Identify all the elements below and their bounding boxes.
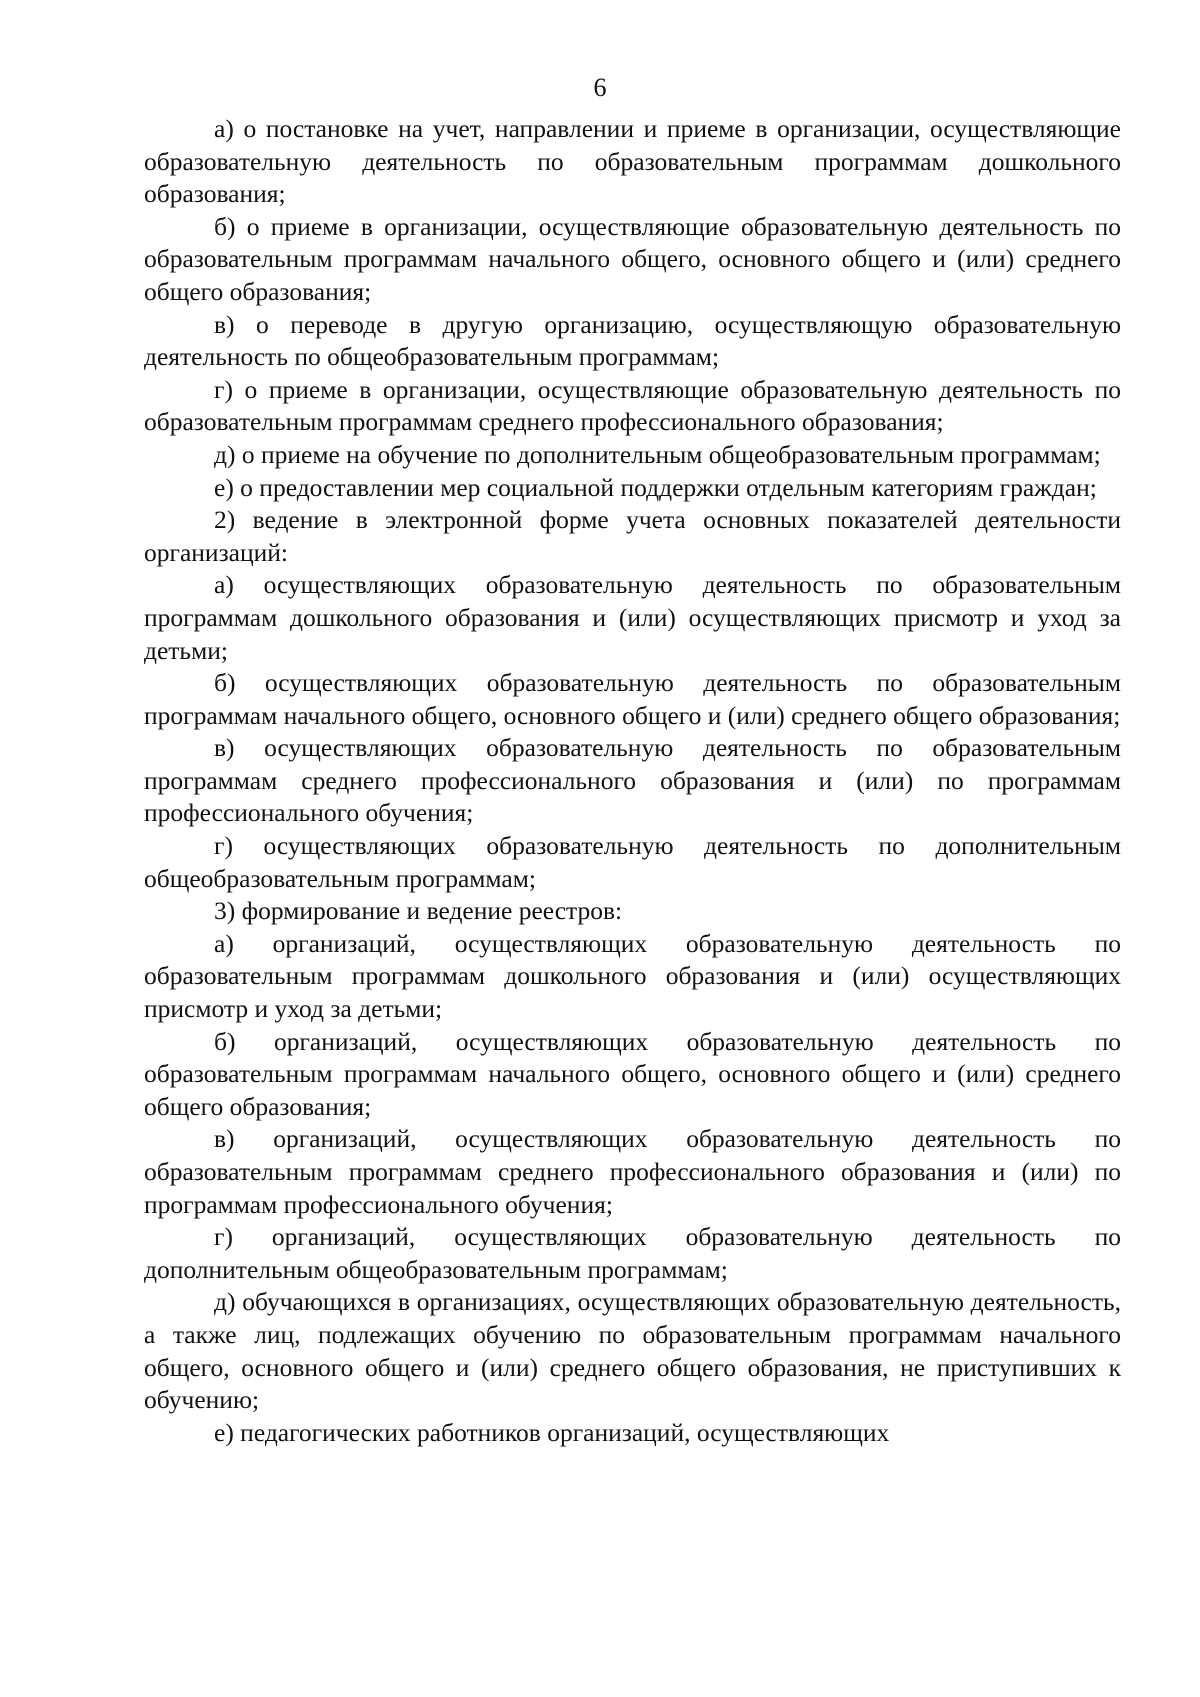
paragraph-item-2g: г) о приеме в организации, осуществляющие образовательную деятельность по образовательным программам среднего профессионального образования;	[144, 374, 1121, 437]
paragraph-item-2d: д) о приеме на обучение по дополнительным общеобразовательным программам;	[214, 439, 1101, 469]
paragraph-item-3a: а) осуществляющих образовательную деятельность по образовательным программам дошкольного образования и (или) осуществляющих присмотр и уход за детьми;	[144, 570, 1121, 665]
paragraph-item-2b: б) о приеме в организации, осуществляющие образовательную деятельность по образовательным программам начального общего, основного общего и (или) среднего общего образования;	[144, 211, 1121, 306]
paragraph-item-3g: г) осуществляющих образовательную деятельность по дополнительным общеобразовательным программам;	[144, 831, 1121, 893]
paragraph-item-2a: а) о постановке на учет, направлении и приеме в организации, осуществляющие образовательную деятельность по образовательным программам дошкольного образования;	[144, 114, 1121, 209]
paragraph-item-2e: е) о предоставлении мер социальной поддержки отдельным категориям граждан;	[214, 472, 1097, 502]
paragraph-section-3: 3) формирование и ведение реестров:	[214, 896, 623, 926]
paragraph-item-4d: д) обучающихся в организациях, осуществляющих образовательную деятельность, а также лиц, подлежащих обучению по образовательным программам начального общего, основного общего и (или) среднего общего образования, не приступивших к обучению;	[144, 1287, 1121, 1415]
document-body	[144, 113, 1121, 1449]
paragraph-item-4a: а) организаций, осуществляющих образовательную деятельность по образовательным программам дошкольного образования и (или) осуществляющих присмотр и уход за детьми;	[144, 928, 1121, 1024]
paragraph-item-4e: е) педагогических работников организаций, осуществляющих	[214, 1417, 890, 1447]
paragraph-item-4b: б) организаций, осуществляющих образовательную деятельность по образовательным программам начального общего, основного общего и (или) среднего общего образования;	[144, 1026, 1121, 1121]
paragraph-item-4v: в) организаций, осуществляющих образовательную деятельность по образовательным программам среднего профессионального образования и (или) по программам профессионального обучения;	[144, 1124, 1121, 1219]
paragraph-item-3b: б) осуществляющих образовательную деятельность по образовательным программам начального общего, основного общего и (или) среднего общего образования;	[144, 668, 1121, 730]
paragraph-item-4g: г) организаций, осуществляющих образовательную деятельность по дополнительным общеобразовательным программам;	[144, 1222, 1121, 1284]
paragraph-item-3v: в) осуществляющих образовательную деятельность по образовательным программам среднего профессионального образования и (или) по программам профессионального обучения;	[144, 733, 1121, 828]
page-number: 6	[593, 73, 607, 102]
paragraph-item-2v: в) о переводе в другую организацию, осуществляющую образовательную деятельность по общеобразовательным программам;	[144, 309, 1121, 372]
paragraph-section-2: 2) ведение в электронной форме учета основных показателей деятельности организаций:	[144, 505, 1121, 567]
